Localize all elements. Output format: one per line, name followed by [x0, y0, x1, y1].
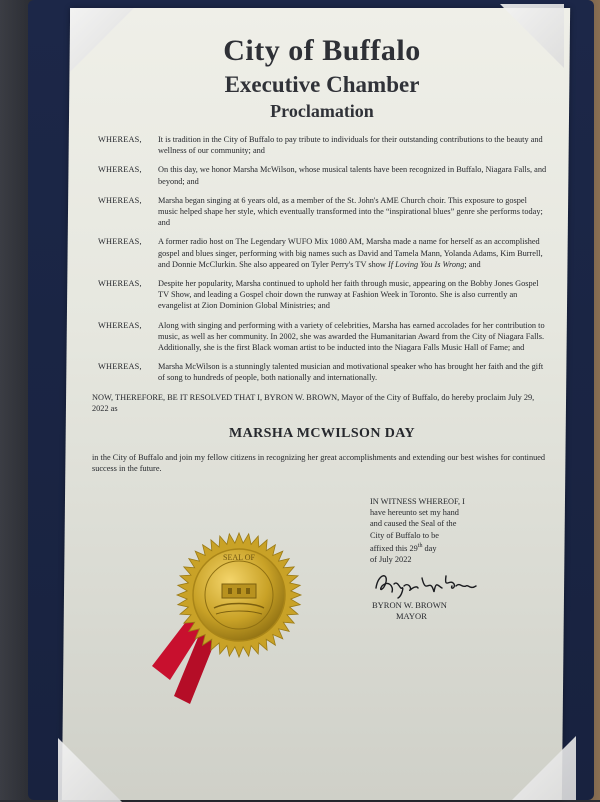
clause-label: WHEREAS, — [98, 320, 142, 330]
whereas-clause — [92, 134, 552, 156]
document-type: Proclamation — [270, 101, 374, 121]
signer-name: BYRON W. BROWN — [372, 600, 447, 610]
city-title: City of Buffalo — [223, 34, 421, 67]
clause-text: Marsha McWilson is a stunningly talented musician and motivational speaker who has brought her faith and the gift of song to hundreds of people, both nationally and internationally. — [158, 362, 544, 383]
honoree-day-title: MARSHA MCWILSON DAY — [229, 426, 415, 442]
tv-show-title: If Loving You Is Wrong — [387, 259, 465, 269]
office-title: Executive Chamber — [224, 72, 420, 97]
witness-date-sup: th — [417, 542, 423, 549]
whereas-clause — [92, 361, 552, 383]
seal-text-top: SEAL OF — [223, 553, 255, 562]
signer-block — [372, 600, 502, 622]
proclamation-content — [92, 34, 552, 474]
witness-date-suffix: day — [422, 543, 437, 553]
whereas-clause — [92, 278, 552, 312]
clause-label: WHEREAS, — [98, 279, 142, 289]
whereas-clauses — [92, 134, 552, 384]
closing-text: in the City of Buffalo and join my fellow citizens in recognizing her great accomplishments and extending our best wishes for continued success in the future. — [92, 453, 546, 474]
witness-line: and caused the Seal of the — [370, 519, 457, 529]
witness-line: have hereunto set my hand — [370, 508, 459, 518]
resolution-text: NOW, THEREFORE, BE IT RESOLVED THAT I, BYRON W. BROWN, Mayor of the City of Buffalo, do hereby proclaim July 29, 2022 as — [92, 392, 535, 413]
whereas-clause — [92, 195, 552, 229]
witness-block — [370, 496, 500, 565]
mayor-signature — [372, 566, 482, 600]
city-seal — [174, 530, 304, 660]
clause-label: WHEREAS, — [98, 237, 142, 247]
clause-label: WHEREAS, — [98, 135, 142, 144]
clause-label: WHEREAS, — [98, 165, 142, 175]
clause-label: WHEREAS, — [98, 195, 142, 205]
witness-date-prefix: affixed this 29 — [370, 543, 418, 553]
clause-text-part: ; and — [464, 259, 481, 269]
witness-line: of July 2022 — [370, 554, 412, 564]
whereas-clause — [92, 164, 552, 186]
witness-date-line — [370, 541, 500, 554]
clause-text — [158, 236, 552, 270]
clause-text: Despite her popularity, Marsha continued to uphold her faith through music, appearing on the Bobby Jones Gospel TV Show, and leading a Gospel choir down the runway at Fashion Week in Toronto. She is also currently an evangelist at Zion Dominion Global Ministries; and — [158, 279, 539, 311]
clause-text: Along with singing and performing with a variety of celebrities, Marsha has earned accolades for her contribution to music, as well as her community. In 2002, she was awarded the Humanitarian Award from the City of Niagara Falls. Additionally, she is the first Black woman artist to be inducted into the Niagara Falls Music Hall of Fame; and — [158, 320, 545, 353]
clause-text-part: A former radio host on The Legendary WUFO Mix 1080 AM, Marsha made a name for herself as an accomplished gospel and blues singer, performing with big names such as David and Tamela Mann, Yolanda Adams, Kim Burrell, and Donnie McClurkin. She also appeared on Tyler Perry's TV show — [158, 237, 543, 269]
witness-line: City of Buffalo to be — [370, 530, 439, 540]
clause-text: On this day, we honor Marsha McWilson, whose musical talents have been recognized in Buffalo, Niagara Falls, and beyond; and — [158, 165, 547, 186]
whereas-clause — [92, 320, 552, 354]
whereas-clause — [92, 236, 552, 270]
clause-text: Marsha began singing at 6 years old, as a member of the St. John's AME Church choir. This exposure to gospel music helped shape her style, which eventually transformed into the “inspirational blues” genre she performs today; and — [158, 195, 543, 228]
clause-text: It is tradition in the City of Buffalo to pay tribute to individuals for their outstanding contributions to the beauty and wellness of our community; and — [158, 135, 543, 156]
signer-title: MAYOR — [396, 611, 427, 621]
clause-label: WHEREAS, — [98, 362, 142, 372]
witness-line: IN WITNESS WHEREOF, I — [370, 497, 465, 506]
